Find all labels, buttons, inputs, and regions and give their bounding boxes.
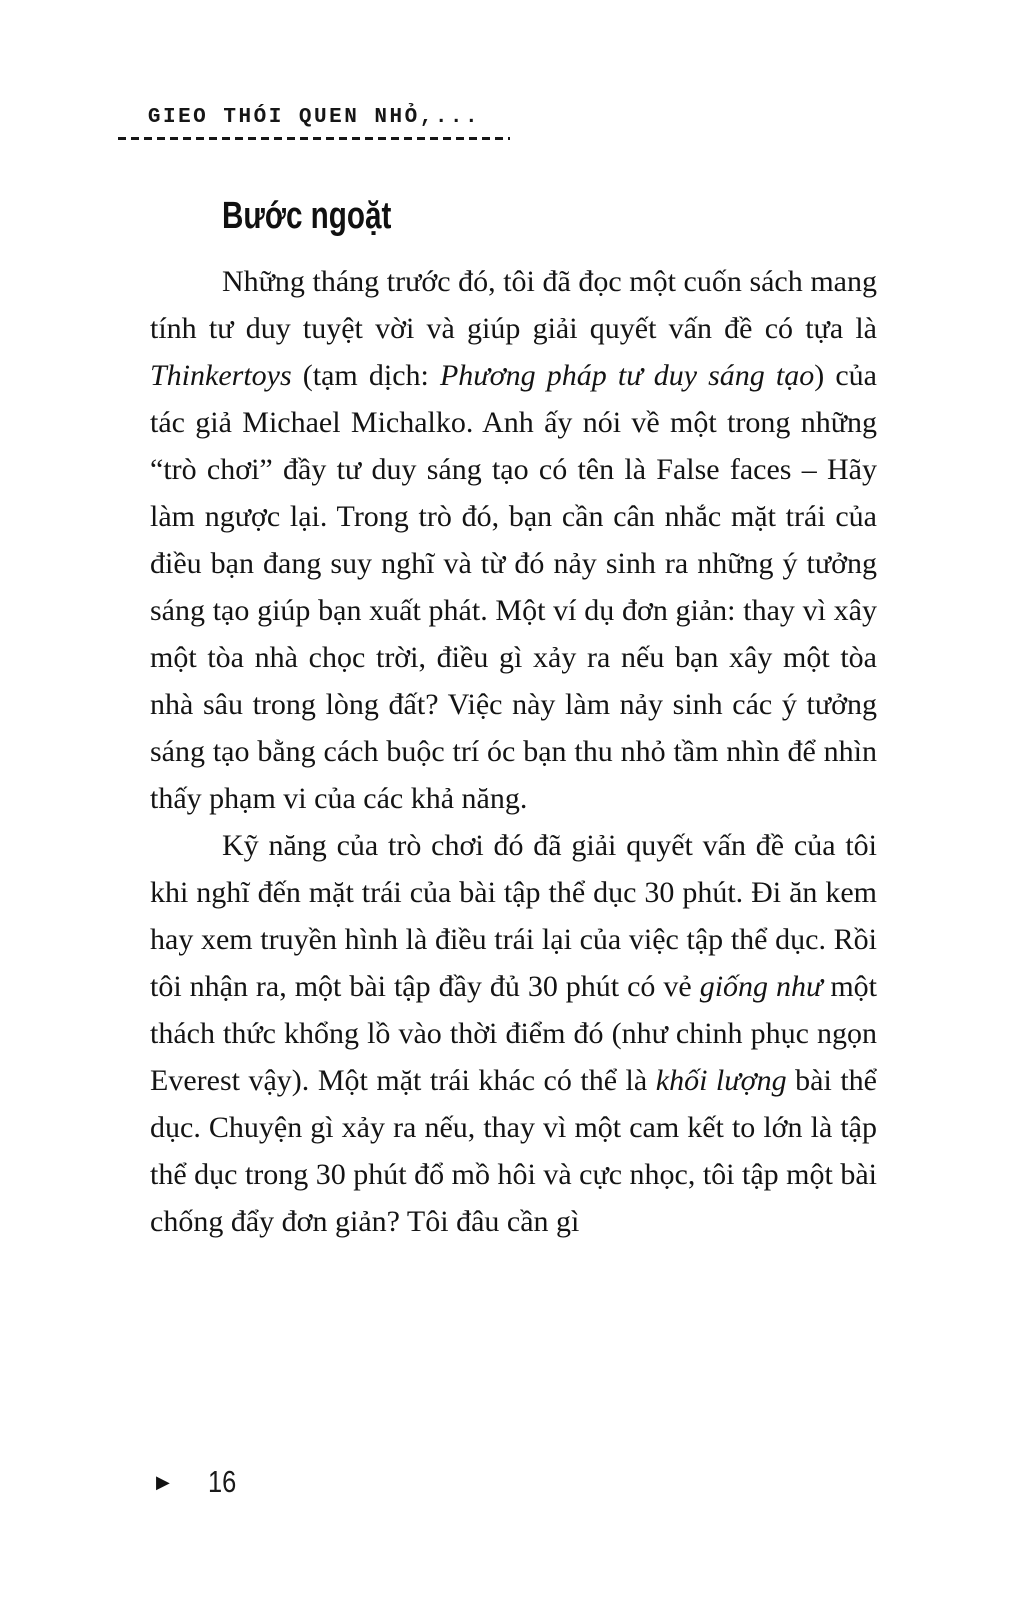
right-triangle-icon: ▶ — [156, 1471, 170, 1492]
paragraph-2-text: bài thể dục. Chuyện gì xảy ra nếu, thay vì một cam kết to lớn là tập thể dục trong 30 phút đổ mồ hôi và cực nhọc, tôi tập một bài chống đẩy đơn giản? Tôi đâu cần gì — [150, 1064, 877, 1238]
paragraph-1 — [150, 258, 877, 822]
paragraph-1-text: Những tháng trước đó, tôi đã đọc một cuốn sách mang tính tư duy tuyệt vời và giúp giải quyết vấn đề có tựa là — [150, 265, 877, 345]
running-header-title: GIEO THÓI QUEN NHỎ,... — [147, 106, 481, 129]
paragraph-1-text: ) của tác giả Michael Michalko. Anh ấy nói về một trong những “trò chơi” đầy tư duy sáng tạo có tên là False faces – Hãy làm ngược lại. Trong trò đó, bạn cần cân nhắc mặt trái của điều bạn đang suy nghĩ và từ đó nảy sinh ra những ý tưởng sáng tạo giúp bạn xuất phát. Một ví dụ đơn giản: thay vì xây một tòa nhà chọc trời, điều gì xảy ra nếu bạn xây một tòa nhà sâu trong lòng đất? Việc này làm nảy sinh các ý tưởng sáng tạo bằng cách buộc trí óc bạn thu nhỏ tầm nhìn để nhìn thấy phạm vi của các khả năng. — [150, 359, 877, 815]
paragraph-1-text: (tạm dịch: — [291, 359, 440, 392]
page-number: 16 — [207, 1464, 237, 1499]
emphasis-italic: giống như — [699, 970, 823, 1003]
section-heading: Bước ngoặt — [222, 195, 392, 237]
page-footer — [156, 1466, 242, 1497]
running-header — [118, 106, 510, 140]
book-title-italic: Thinkertoys — [150, 359, 292, 392]
translated-title-italic: Phương pháp tư duy sáng tạo — [439, 359, 815, 392]
body-text — [150, 258, 877, 1245]
paragraph-2 — [150, 822, 877, 1245]
paragraph-2-text: Kỹ năng của trò chơi đó đã giải quyết vấn đề của tôi khi nghĩ đến mặt trái của bài tập thể dục 30 phút. Đi ăn kem hay xem truyền hình là điều trái lại của việc tập thể dục. Rồi tôi nhận ra, một bài tập đầy đủ 30 phút có vẻ — [150, 829, 877, 1003]
emphasis-italic: khối lượng — [655, 1064, 787, 1097]
paragraph-2-text: một thách thức khổng lồ vào thời điểm đó (như chinh phục ngọn Everest vậy). Một mặt trái khác có thể là — [150, 970, 877, 1097]
header-divider — [118, 137, 510, 140]
